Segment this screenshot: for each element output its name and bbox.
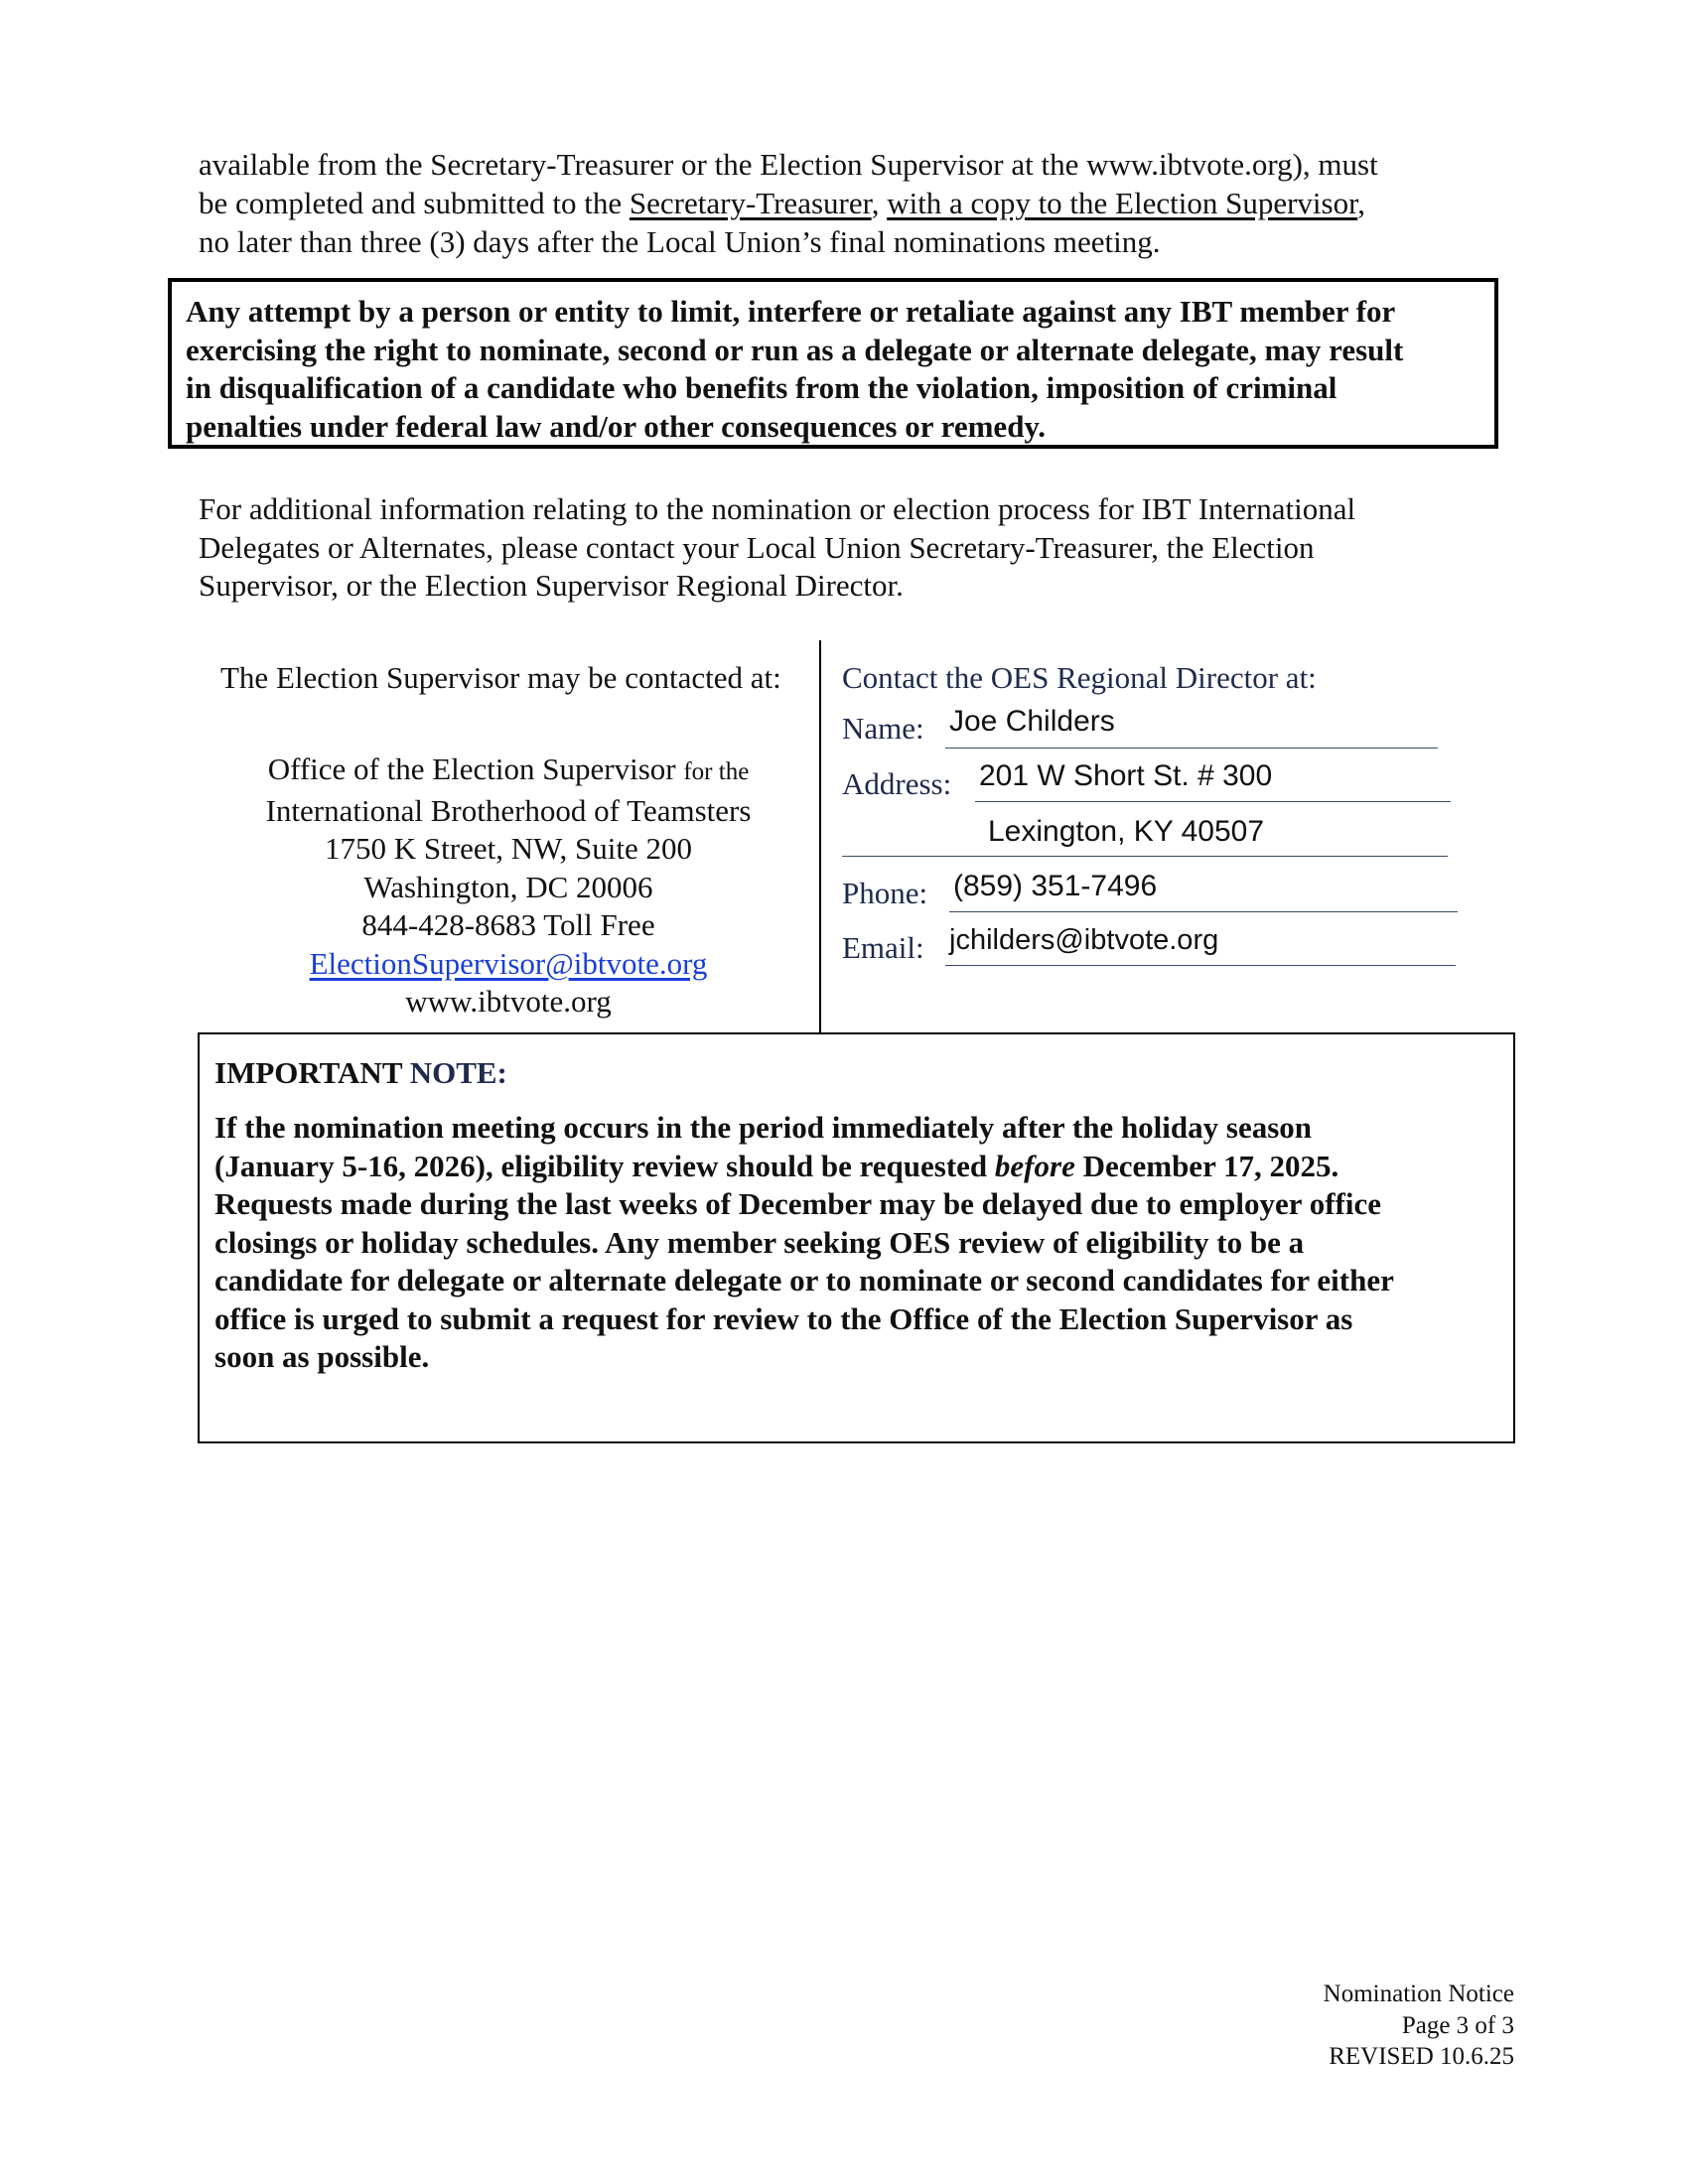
important-note-heading [214,1054,1513,1092]
intro-line-2-suffix: , [1357,186,1365,220]
email-underline [945,965,1456,966]
note-line-2 [214,1148,1513,1186]
phone-label: Phone: [842,876,928,910]
footer-title: Nomination Notice [1323,1980,1514,2007]
page-footer [1324,1979,1514,2073]
important-note-heading-part1: IMPORTANT [214,1055,410,1090]
footer-page-number: Page 3 of 3 [1401,2011,1514,2039]
secretary-treasurer-text: Secretary-Treasurer [629,186,872,220]
intro-line-1: available from the Secretary-Treasurer or the Election Supervisor at the www.ibtvote.org), must [199,147,1378,182]
phone-value: (859) 351-7496 [953,870,1158,902]
note-line-1: If the nomination meeting occurs in the period immediately after the holiday season [214,1110,1313,1145]
note-line-2-italic: before [994,1148,1075,1183]
note-line-2-prefix: (January 5-16, 2026), eligibility review should be requested [214,1148,995,1183]
intro-line-2-separator: , [871,186,888,220]
intro-line-2-prefix: be completed and submitted to the [199,186,630,220]
column-divider [819,640,821,1032]
warning-box [168,278,1498,449]
toll-free-phone: 844-428-8683 Toll Free [361,907,655,942]
email-label: Email: [842,930,924,965]
election-supervisor-heading: The Election Supervisor may be contacted at: [220,660,781,695]
copy-to-election-supervisor-text: with a copy to the Election Supervisor [887,186,1358,220]
address-line-2-value: Lexington, KY 40507 [988,815,1265,848]
note-line-7: soon as possible. [214,1339,430,1374]
address-label: Address: [842,766,952,801]
address-line-1-value: 201 W Short St. # 300 [979,759,1273,792]
website-text: www.ibtvote.org [405,984,612,1019]
address-line-2-underline [842,856,1448,857]
regional-director-heading: Contact the OES Regional Director at: [842,660,1317,695]
additional-info-line-2: Delegates or Alternates, please contact your Local Union Secretary-Treasurer, the Election [199,529,1315,565]
note-line-4: closings or holiday schedules. Any member seeking OES review of eligibility to be a [214,1224,1305,1260]
office-name: Office of the Election Supervisor [267,751,684,786]
footer-revised-date: REVISED 10.6.25 [1329,2043,1514,2070]
phone-underline [949,911,1458,912]
warning-line-2: exercising the right to nominate, second or run as a delegate or alternate delegate, may result [186,332,1404,367]
city-state-zip: Washington, DC 20006 [363,869,653,904]
additional-info-paragraph [199,490,1489,606]
important-note-body [214,1109,1513,1377]
street-address: 1750 K Street, NW, Suite 200 [325,831,692,866]
election-supervisor-email-link[interactable]: ElectionSupervisor@ibtvote.org [309,945,708,981]
email-value: jchilders@ibtvote.org [949,924,1219,956]
intro-paragraph [199,145,1489,261]
org-name: International Brotherhood of Teamsters [265,792,752,828]
election-supervisor-address-block [220,751,796,1022]
note-line-6: office is urged to submit a request for review to the Office of the Election Supervisor as [214,1300,1353,1336]
intro-line-3: no later than three (3) days after the Local Union’s final nominations meeting. [199,224,1161,259]
additional-info-line-3: Supervisor, or the Election Supervisor Regional Director. [199,568,904,603]
name-value: Joe Childers [949,705,1115,738]
additional-info-line-1: For additional information relating to the nomination or election process for IBT International [199,491,1356,526]
warning-line-1: Any attempt by a person or entity to limit, interfere or retaliate against any IBT member for [186,294,1396,329]
name-underline [945,748,1438,749]
name-label: Name: [842,711,924,746]
note-line-3: Requests made during the last weeks of December may be delayed due to employer office [214,1186,1381,1221]
note-line-5: candidate for delegate or alternate delegate or to nominate or second candidates for either [214,1263,1394,1297]
office-name-line [220,751,796,792]
important-note-box [198,1032,1515,1443]
intro-line-2 [199,184,1489,222]
office-for-text: for the [683,758,750,785]
warning-line-3: in disqualification of a candidate who benefits from the violation, imposition of criminal [186,370,1337,405]
note-line-2-suffix: December 17, 2025. [1074,1148,1339,1183]
warning-line-4: penalties under federal law and/or other consequences or remedy. [186,408,1046,444]
address-line-1-underline [975,801,1451,802]
important-note-heading-part2: NOTE: [409,1055,507,1090]
